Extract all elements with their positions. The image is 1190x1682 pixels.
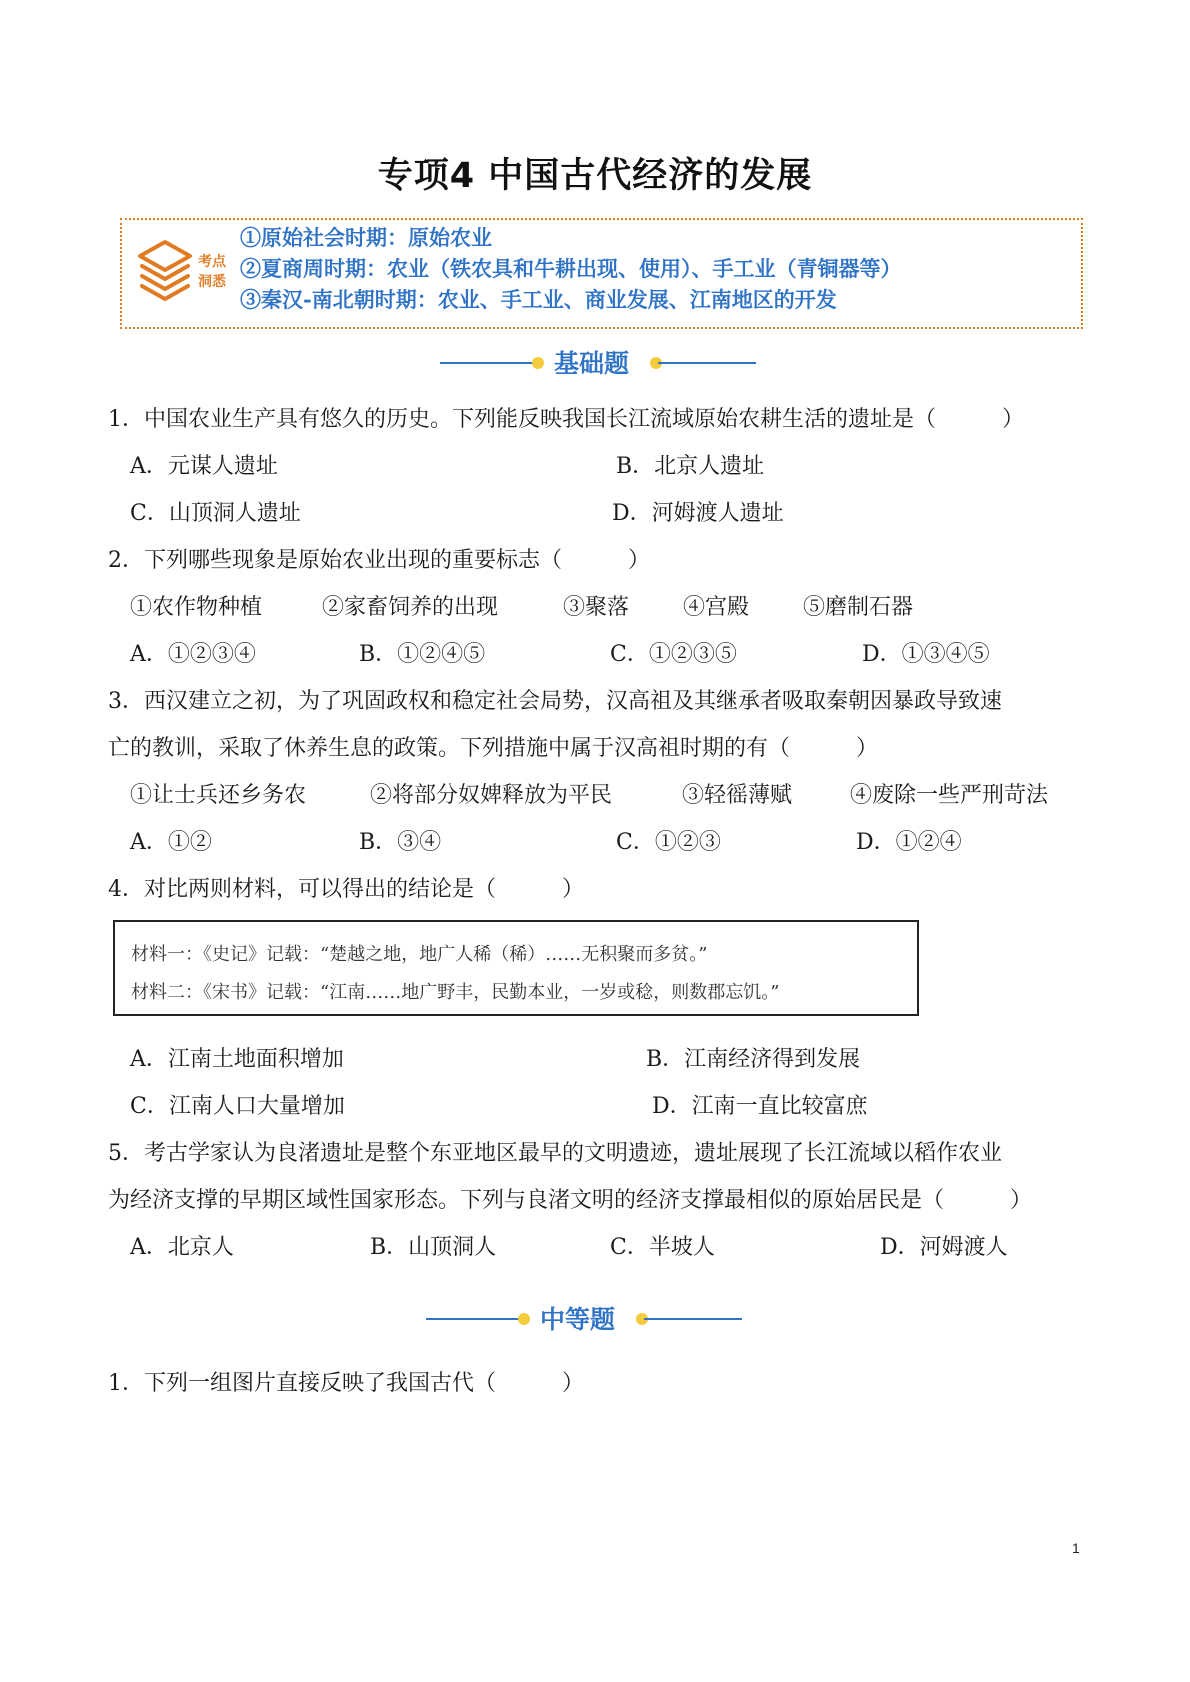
stacked-layers-icon (136, 238, 194, 308)
question-2-option-a: A．①②③④ (130, 642, 256, 667)
key-points-tag-line1: 考点 (198, 254, 226, 270)
question-4-option-b: B．江南经济得到发展 (646, 1047, 861, 1072)
material-box (113, 920, 919, 1016)
medium-question-1-stem: 1．下列一组图片直接反映了我国古代（ ） (108, 1371, 584, 1396)
question-3-option-a: A．①② (130, 830, 212, 855)
material-2: 材料二：《宋书》记载：“江南……地广野丰，民勤本业，一岁或稔，则数郡忘饥。” (131, 982, 780, 1003)
section-rule-right (658, 362, 756, 364)
section-rule-right (644, 1318, 742, 1320)
section-title-basic: 基础题 (554, 349, 630, 378)
question-1-option-b: B．北京人遗址 (616, 454, 765, 479)
question-5-option-a: A．北京人 (130, 1235, 234, 1260)
question-5-option-d: D．河姆渡人 (880, 1235, 1008, 1260)
section-header-basic (440, 344, 760, 380)
section-rule-left (440, 362, 536, 364)
question-3-option-d: D．①②④ (856, 830, 962, 855)
question-4-stem: 4．对比两则材料，可以得出的结论是（ ） (108, 877, 584, 902)
question-2-item: ⑤磨制石器 (803, 595, 914, 620)
key-points-box (120, 218, 1083, 329)
question-3-stem-line2: 亡的教训，采取了休养生息的政策。下列措施中属于汉高祖时期的有（ ） (108, 736, 879, 761)
question-1-stem: 1．中国农业生产具有悠久的历史。下列能反映我国长江流域原始农耕生活的遗址是（ ） (108, 407, 1025, 432)
question-5-stem-line1: 5．考古学家认为良渚遗址是整个东亚地区最早的文明遗迹，遗址展现了长江流域以稻作农业 (108, 1141, 1003, 1166)
question-3-stem-line1: 3．西汉建立之初，为了巩固政权和稳定社会局势，汉高祖及其继承者吸取秦朝因暴政导致速 (108, 689, 1003, 714)
question-5-option-b: B．山顶洞人 (370, 1235, 497, 1260)
section-rule-left (426, 1318, 522, 1320)
question-1-option-c: C．山顶洞人遗址 (130, 501, 301, 526)
question-4-option-d: D．江南一直比较富庶 (652, 1094, 868, 1119)
section-header-medium (426, 1300, 746, 1336)
question-4-option-c: C．江南人口大量增加 (130, 1094, 345, 1119)
material-1: 材料一：《史记》记载：“楚越之地，地广人稀（稀）……无积聚而多贫。” (131, 944, 708, 965)
question-5-option-c: C．半坡人 (610, 1235, 715, 1260)
question-2-item: ③聚落 (563, 595, 630, 620)
question-3-item: ①让士兵还乡务农 (130, 783, 307, 808)
question-2-option-b: B．①②④⑤ (359, 642, 486, 667)
question-2-option-c: C．①②③⑤ (610, 642, 737, 667)
section-dot-left (532, 357, 544, 369)
question-2-stem: 2．下列哪些现象是原始农业出现的重要标志（ ） (108, 548, 650, 573)
question-3-item: ②将部分奴婢释放为平民 (370, 783, 613, 808)
key-point-1: ①原始社会时期：原始农业 (240, 225, 492, 250)
question-3-item: ④废除一些严刑苛法 (850, 783, 1049, 808)
key-points-tag-line2: 洞悉 (198, 274, 226, 290)
key-points-tag (198, 252, 238, 292)
question-2-option-d: D．①③④⑤ (862, 642, 990, 667)
question-4-option-a: A．江南土地面积增加 (130, 1047, 344, 1072)
question-1-option-a: A．元谋人遗址 (130, 454, 278, 479)
page-number: 1 (1072, 1540, 1080, 1556)
question-5-stem-line2: 为经济支撑的早期区域性国家形态。下列与良渚文明的经济支撑最相似的原始居民是（ ） (108, 1188, 1033, 1213)
key-point-2: ②夏商周时期：农业（铁农具和牛耕出现、使用）、手工业（青铜器等） (240, 256, 902, 281)
question-3-option-b: B．③④ (359, 830, 442, 855)
question-1-option-d: D．河姆渡人遗址 (612, 501, 784, 526)
section-title-medium: 中等题 (540, 1305, 616, 1334)
section-dot-left (518, 1313, 530, 1325)
page-title: 专项4 中国古代经济的发展 (377, 156, 813, 196)
question-2-item: ①农作物种植 (130, 595, 263, 620)
question-3-item: ③轻徭薄赋 (682, 783, 793, 808)
question-3-option-c: C．①②③ (616, 830, 721, 855)
question-2-item: ②家畜饲养的出现 (322, 595, 499, 620)
question-2-item: ④宫殿 (683, 595, 750, 620)
key-point-3: ③秦汉-南北朝时期：农业、手工业、商业发展、江南地区的开发 (240, 287, 837, 312)
